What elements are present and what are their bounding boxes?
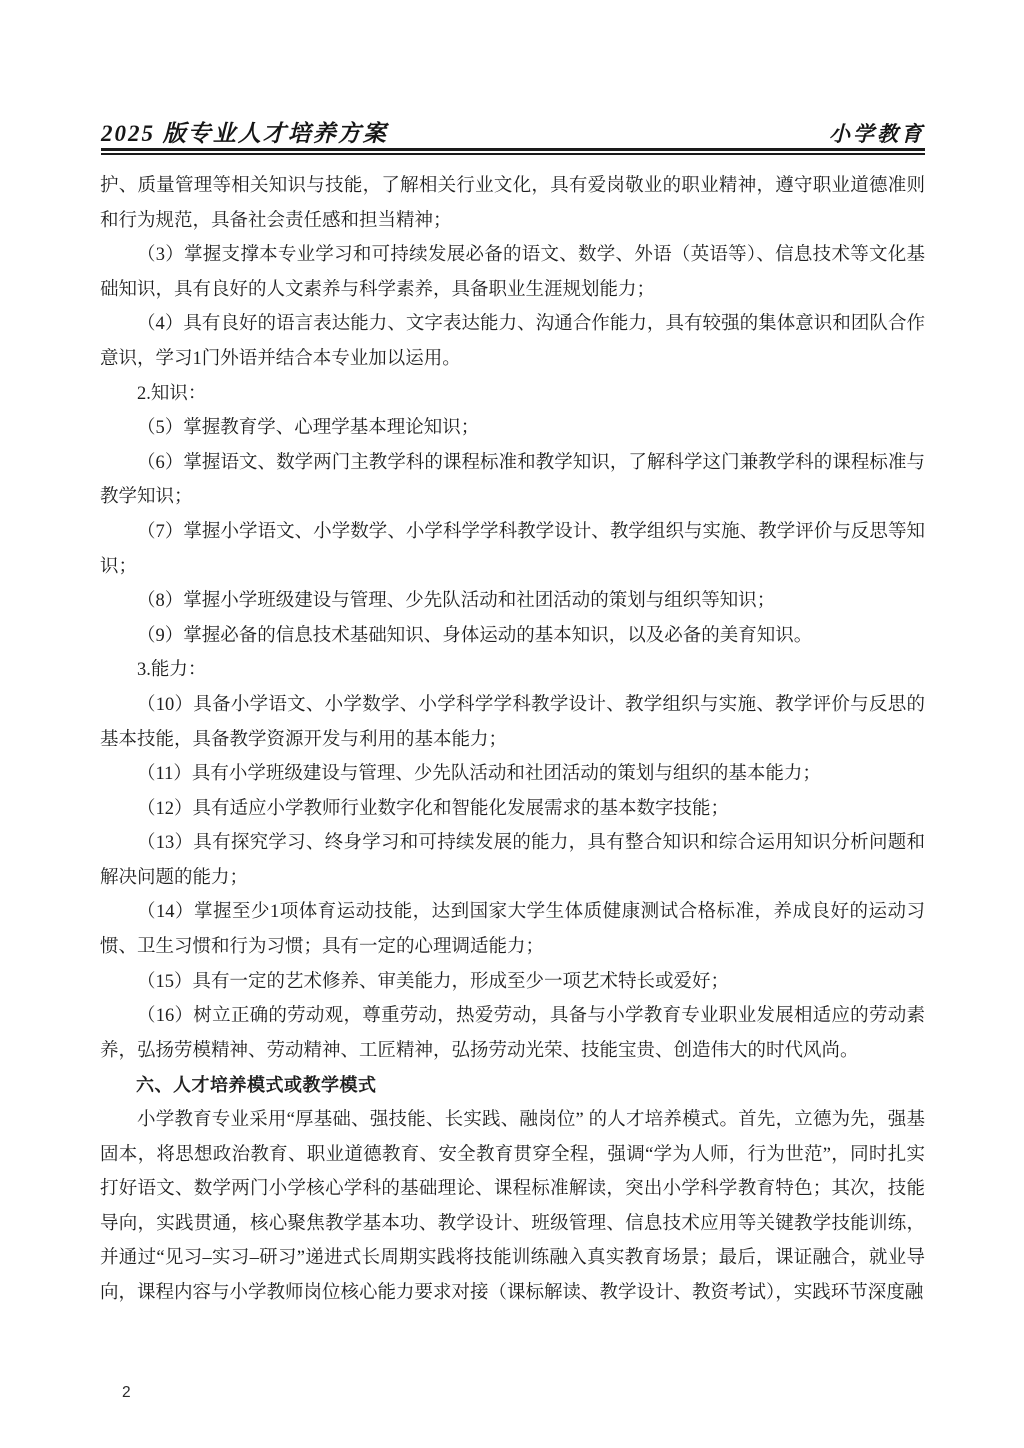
paragraph: （9）掌握必备的信息技术基础知识、身体运动的基本知识，以及必备的美育知识。 xyxy=(137,625,813,646)
paragraph: （4）具有良好的语言表达能力、文字表达能力、沟通合作能力，具有较强的集体意识和团队合作意识，学习1门外语并结合本专业加以运用。 xyxy=(100,314,925,369)
paragraph: （3）掌握支撑本专业学习和可持续发展必备的语文、数学、外语（英语等）、信息技术等文化基础知识，具有良好的人文素养与科学素养，具备职业生涯规划能力； xyxy=(100,245,925,300)
paragraph: （10）具备小学语文、小学数学、小学科学学科教学设计、教学组织与实施、教学评价与反思的基本技能，具备教学资源开发与利用的基本能力； xyxy=(100,694,925,750)
paragraph: 3.能力： xyxy=(137,660,207,681)
paragraph: （11）具有小学班级建设与管理、少先队活动和社团活动的策划与组织的基本能力； xyxy=(137,764,821,785)
paragraph: （13）具有探究学习、终身学习和可持续发展的能力，具有整合知识和综合运用知识分析问题和解决问题的能力； xyxy=(100,833,925,888)
document-body xyxy=(100,169,925,1311)
paragraph: （5）掌握教育学、心理学基本理论知识； xyxy=(137,418,480,439)
paragraph: （16）树立正确的劳动观，尊重劳动，热爱劳动，具备与小学教育专业职业发展相适应的劳动素养，弘扬劳模精神、劳动精神、工匠精神，弘扬劳动光荣、技能宝贵、创造伟大的时代风尚。 xyxy=(100,1006,925,1061)
paragraph: （14）掌握至少1项体育运动技能，达到国家大学生体质健康测试合格标准，养成良好的运动习惯、卫生习惯和行为习惯；具有一定的心理调适能力； xyxy=(100,902,925,958)
paragraph: 2.知识： xyxy=(137,383,207,404)
page-number: 2 xyxy=(122,1384,131,1401)
paragraph: 小学教育专业采用“厚基础、强技能、长实践、融岗位” 的人才培养模式。首先，立德为先，强基固本，将思想政治教育、职业道德教育、安全教育贯穿全程，强调“学为人师，行为世范”，同时扎实打好语文、数学两门小学核心学科的基础理论、课程标准解读，突出小学科学教育特色；其次，技能导向，实践贯通，核心聚焦教学基本功、教学设计、班级管理、信息技术应用等关键教学技能训练，并通过“见习–实习–研习”递进式长周期实践将技能训练融入真实教育场景；最后，课证融合，就业导向，课程内容与小学教师岗位核心能力要求对接（课标解读、教学设计、教资考试），实践环节深度融 xyxy=(100,1110,925,1303)
paragraph: （7）掌握小学语文、小学数学、小学科学学科教学设计、教学组织与实施、教学评价与反思等知识； xyxy=(100,521,925,577)
header-section-title: 小学教育 xyxy=(829,122,925,146)
paragraph: 护、质量管理等相关知识与技能，了解相关行业文化，具有爱岗敬业的职业精神，遵守职业道德准则和行为规范，具备社会责任感和担当精神； xyxy=(100,176,925,231)
paragraph: （15）具有一定的艺术修养、审美能力，形成至少一项艺术特长或爱好； xyxy=(137,971,730,992)
page-header xyxy=(101,118,925,148)
section-heading: 六、人才培养模式或教学模式 xyxy=(136,1075,377,1096)
rule-thin-line xyxy=(101,153,925,155)
paragraph: （12）具有适应小学教师行业数字化和智能化发展需求的基本数字技能； xyxy=(137,798,730,819)
paragraph: （6）掌握语文、数学两门主教学科的课程标准和教学知识，了解科学这门兼教学科的课程标准与教学知识； xyxy=(100,452,925,508)
header-document-title: 2025 版专业人才培养方案 xyxy=(101,121,388,146)
paragraph: （8）掌握小学班级建设与管理、少先队活动和社团活动的策划与组织等知识； xyxy=(137,591,776,612)
header-divider-rule xyxy=(101,148,925,155)
